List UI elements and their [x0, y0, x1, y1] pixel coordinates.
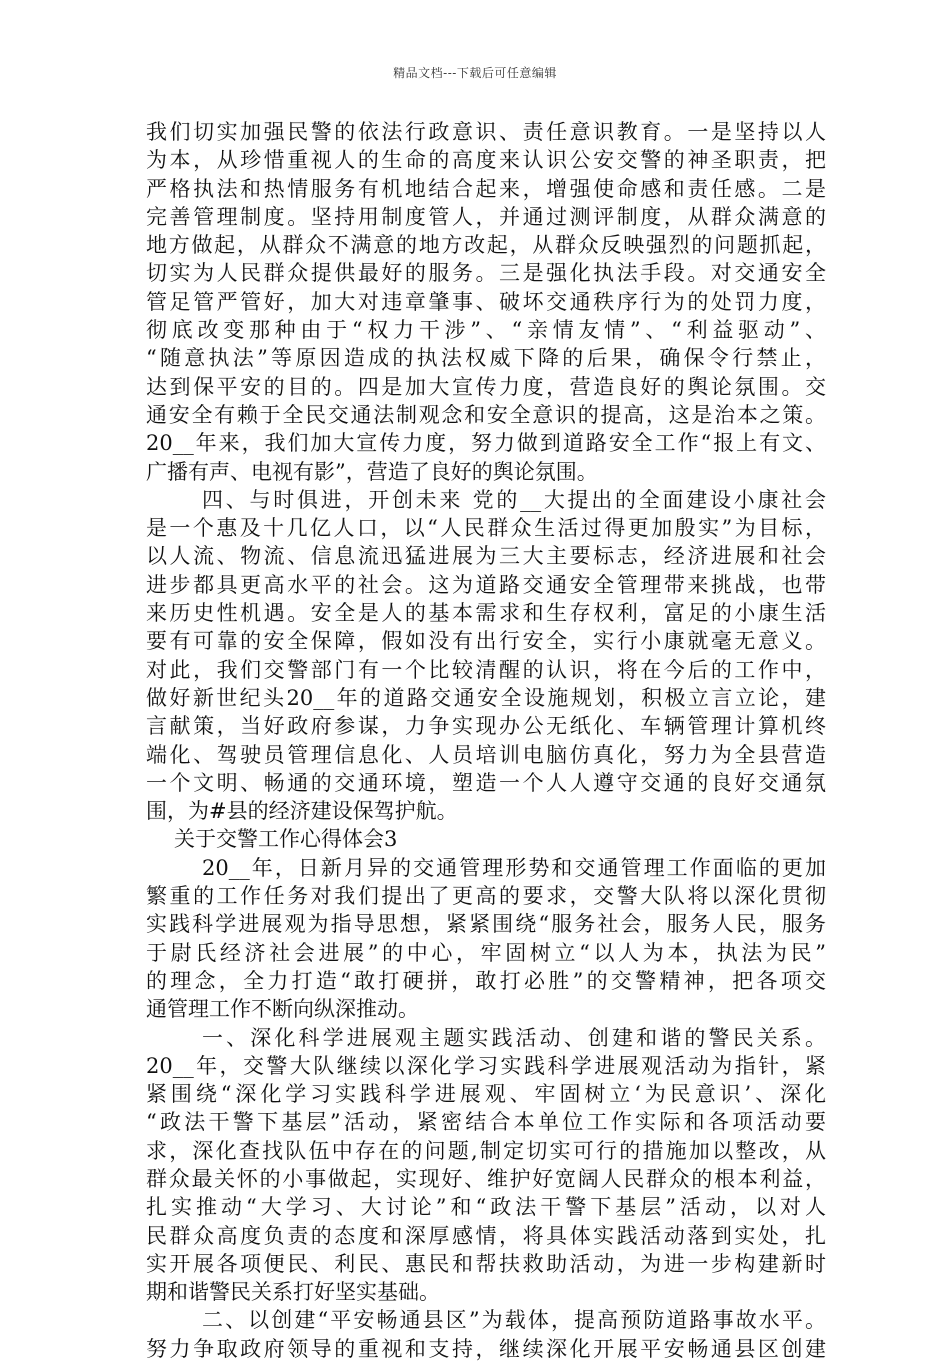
text-line: 做好新世纪头20__年的道路交通安全设施规划，积极立言立论，建: [146, 685, 826, 710]
text-line: 实践科学进展观为指导思想，紧紧围绕“服务社会，服务人民，服务: [146, 912, 826, 937]
text-line: 扎实推动“大学习、大讨论”和“政法干警下基层”活动，以对人: [146, 1195, 826, 1220]
text-line: 一个文明、畅通的交通环境，塑造一个人人遵守交通的良好交通氛: [146, 770, 826, 795]
text-line: 二、以创建“平安畅通县区”为载体，提高预防道路事故水平。: [202, 1308, 826, 1333]
text-line: 20__年，日新月异的交通管理形势和交通管理工作面临的更加: [202, 855, 826, 880]
text-line: 通安全有赖于全民交通法制观念和安全意识的提高，这是治本之策。: [146, 402, 826, 427]
text-line: 是一个惠及十几亿人口，以“人民群众生活过得更加殷实”为目标，: [146, 516, 826, 541]
text-line: “政法干警下基层”活动，紧密结合本单位工作实际和各项活动要: [146, 1110, 826, 1135]
text-line: 四、与时俱进，开创未来 党的__大提出的全面建设小康社会: [202, 487, 826, 512]
text-line: 一、深化科学进展观主题实践活动、创建和谐的警民关系。: [202, 1025, 826, 1050]
text-line: 进步都具更高水平的社会。这为道路交通安全管理带来挑战，也带: [146, 572, 826, 597]
text-line: 努力争取政府领导的重视和支持，继续深化开展平安畅通县区创建: [146, 1336, 826, 1361]
text-line: 20__年，交警大队继续以深化学习实践科学进展观活动为指针，紧: [146, 1053, 826, 1078]
text-line: 为本，从珍惜重视人的生命的高度来认识公安交警的神圣职责，把: [146, 148, 826, 173]
text-line: 于尉氏经济社会进展”的中心，牢固树立“以人为本，执法为民”: [146, 940, 826, 965]
text-line: 关于交警工作心得体会3: [174, 827, 398, 852]
text-line: 彻底改变那种由于“权力干涉”、“亲情友情”、“利益驱动”、: [146, 318, 826, 343]
text-line: 切实为人民群众提供最好的服务。三是强化执法手段。对交通安全: [146, 261, 826, 286]
document-body: [146, 118, 826, 1363]
text-line: 期和谐警民关系打好坚实基础。: [146, 1280, 440, 1305]
text-line: 达到保平安的目的。四是加大宣传力度，营造良好的舆论氛围。交: [146, 374, 826, 399]
text-line: 以人流、物流、信息流迅猛进展为三大主要标志，经济进展和社会: [146, 544, 826, 569]
text-line: 的理念，全力打造“敢打硬拼，敢打必胜”的交警精神，把各项交: [146, 968, 826, 993]
text-line: 对此，我们交警部门有一个比较清醒的认识，将在今后的工作中，: [146, 657, 826, 682]
text-line: 严格执法和热情服务有机地结合起来，增强使命感和责任感。二是: [146, 176, 826, 201]
text-line: 民群众高度负责的态度和深厚感情，将具体实践活动落到实处，扎: [146, 1223, 826, 1248]
page-header: 精品文档---下载后可任意编辑: [393, 66, 557, 80]
text-line: 端化、驾驶员管理信息化、人员培训电脑仿真化，努力为全县营造: [146, 742, 826, 767]
text-line: 地方做起，从群众不满意的地方改起，从群众反映强烈的问题抓起，: [146, 233, 826, 258]
text-line: 实开展各项便民、利民、惠民和帮扶救助活动，为进一步构建新时: [146, 1251, 826, 1276]
text-line: “随意执法”等原因造成的执法权威下降的后果，确保令行禁止，: [146, 346, 826, 371]
text-line: 管足管严管好，加大对违章肇事、破坏交通秩序行为的处罚力度，: [146, 289, 826, 314]
text-line: 要有可靠的安全保障，假如没有出行安全，实行小康就毫无意义。: [146, 629, 826, 654]
text-line: 求，深化查找队伍中存在的问题,制定切实可行的措施加以整改，从: [146, 1138, 826, 1163]
text-line: 紧围绕“深化学习实践科学进展观、牢固树立‘为民意识’、深化: [146, 1082, 826, 1107]
text-line: 围，为#县的经济建设保驾护航。: [146, 799, 458, 824]
text-line: 我们切实加强民警的依法行政意识、责任意识教育。一是坚持以人: [146, 120, 826, 144]
text-line: 20__年来，我们加大宣传力度，努力做到道路安全工作“报上有文、: [146, 431, 826, 456]
text-line: 繁重的工作任务对我们提出了更高的要求，交警大队将以深化贯彻: [146, 884, 826, 909]
text-line: 言献策，当好政府参谋，力争实现办公无纸化、车辆管理计算机终: [146, 714, 826, 739]
text-line: 群众最关怀的小事做起，实现好、维护好宽阔人民群众的根本利益，: [146, 1166, 826, 1191]
text-line: 广播有声、电视有影”，营造了良好的舆论氛围。: [146, 459, 598, 484]
text-line: 通管理工作不断向纵深推动。: [146, 997, 419, 1022]
text-line: 来历史性机遇。安全是人的基本需求和生存权利，富足的小康生活: [146, 601, 826, 626]
text-line: 完善管理制度。坚持用制度管人，并通过测评制度，从群众满意的: [146, 204, 826, 229]
